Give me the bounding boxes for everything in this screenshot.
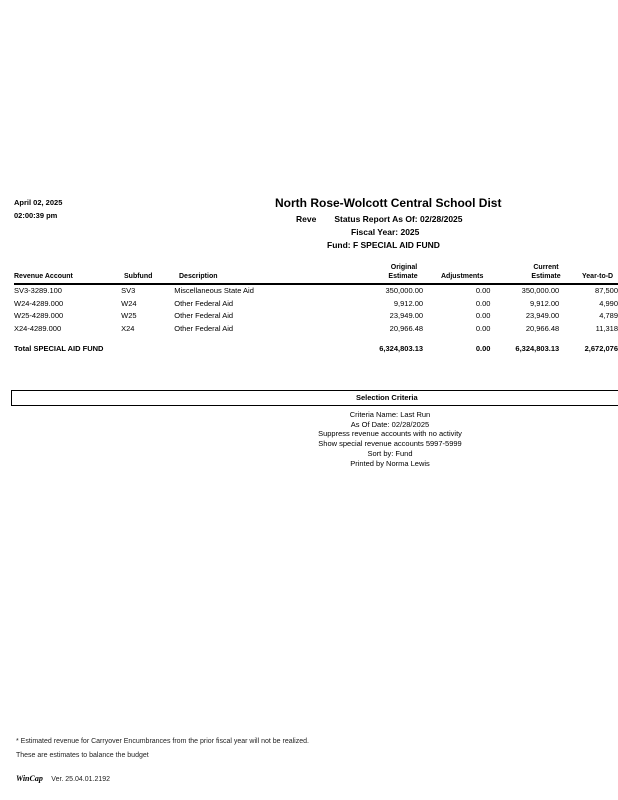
total-current: 6,324,803.13 [515, 344, 560, 354]
district-title: North Rose-Wolcott Central School Dist [275, 196, 502, 210]
criteria-line: Printed by Norma Lewis [350, 458, 430, 468]
cell-ytd: 87,500 [595, 285, 618, 295]
cell-ytd: 11,318 [595, 324, 618, 334]
table-row [14, 284, 618, 297]
cell-original: 20,966.48 [389, 324, 424, 334]
cell-adjustments: 0.00 [475, 311, 491, 321]
total-original: 6,324,803.13 [379, 344, 424, 354]
footnote-carryover: * Estimated revenue for Carryover Encumbrances from the prior fiscal year will not be realized. [16, 738, 309, 745]
footnote-estimates: These are estimates to balance the budget [16, 752, 149, 759]
header-original-line2: Estimate [388, 273, 418, 280]
criteria-line: Show special revenue accounts 5997-5999 [318, 439, 462, 449]
cell-original: 9,912.00 [393, 298, 424, 308]
cell-adjustments: 0.00 [475, 285, 491, 295]
selection-criteria-title: Selection Criteria [356, 393, 418, 402]
cell-subfund: W25 [121, 311, 137, 321]
header-subfund: Subfund [124, 273, 153, 280]
cell-current: 20,966.48 [525, 324, 560, 334]
cell-account: W25-4289.000 [14, 311, 64, 321]
header-ytd: Year-to-D [582, 273, 614, 280]
cell-account: SV3-3289.100 [14, 285, 62, 295]
cell-original: 23,949.00 [389, 311, 424, 321]
cell-original: 350,000.00 [385, 285, 424, 295]
cell-adjustments: 0.00 [475, 298, 491, 308]
cell-ytd: 4,990 [599, 298, 618, 308]
header-current-line2: Estimate [531, 273, 561, 280]
header-current-line1: Current [533, 264, 559, 271]
subtitle-prefix: Reve [296, 214, 317, 224]
cell-description: Miscellaneous State Aid [174, 285, 254, 295]
total-adjustments: 0.00 [475, 344, 491, 354]
cell-current: 23,949.00 [525, 311, 560, 321]
total-label: Total SPECIAL AID FUND [14, 344, 104, 354]
selection-criteria-list [290, 410, 490, 468]
cell-current: 9,912.00 [530, 298, 560, 308]
cell-subfund: X24 [121, 324, 135, 334]
table-row [14, 297, 618, 310]
cell-description: Other Federal Aid [174, 324, 234, 334]
header-adjustments: Adjustments [441, 273, 484, 280]
wincap-logo: WinCap [16, 774, 43, 783]
fund-name: Fund: F SPECIAL AID FUND [327, 240, 440, 250]
total-ytd: 2,672,076 [584, 344, 618, 354]
cell-account: W24-4289.000 [14, 298, 64, 308]
cell-description: Other Federal Aid [174, 311, 234, 321]
footer-version [16, 768, 110, 786]
cell-description: Other Federal Aid [174, 298, 234, 308]
revenue-table [14, 284, 618, 355]
cell-subfund: W24 [121, 298, 137, 308]
total-row [14, 342, 618, 355]
subtitle-main: Status Report As Of: 02/28/2025 [334, 214, 463, 224]
criteria-line: As Of Date: 02/28/2025 [350, 419, 430, 429]
selection-criteria-box [11, 390, 618, 406]
cell-current: 350,000.00 [521, 285, 560, 295]
version-text: Ver. 25.04.01.2192 [51, 776, 111, 783]
criteria-line: Criteria Name: Last Run [349, 410, 431, 419]
cell-subfund: SV3 [121, 285, 136, 295]
fiscal-year: Fiscal Year: 2025 [351, 227, 420, 237]
header-revenue-account: Revenue Account [14, 273, 73, 280]
cell-ytd: 4,789 [599, 311, 618, 321]
criteria-line: Sort by: Fund [367, 448, 413, 458]
report-subtitle [296, 214, 463, 224]
table-row [14, 310, 618, 323]
header-original-line1: Original [390, 264, 418, 271]
cell-adjustments: 0.00 [475, 324, 491, 334]
table-row [14, 322, 618, 335]
cell-account: X24-4289.000 [14, 324, 62, 334]
report-date: April 02, 2025 [14, 198, 63, 207]
criteria-line: Suppress revenue accounts with no activity [318, 429, 462, 439]
report-time: 02:00:39 pm [14, 211, 58, 220]
header-description: Description [179, 273, 218, 280]
